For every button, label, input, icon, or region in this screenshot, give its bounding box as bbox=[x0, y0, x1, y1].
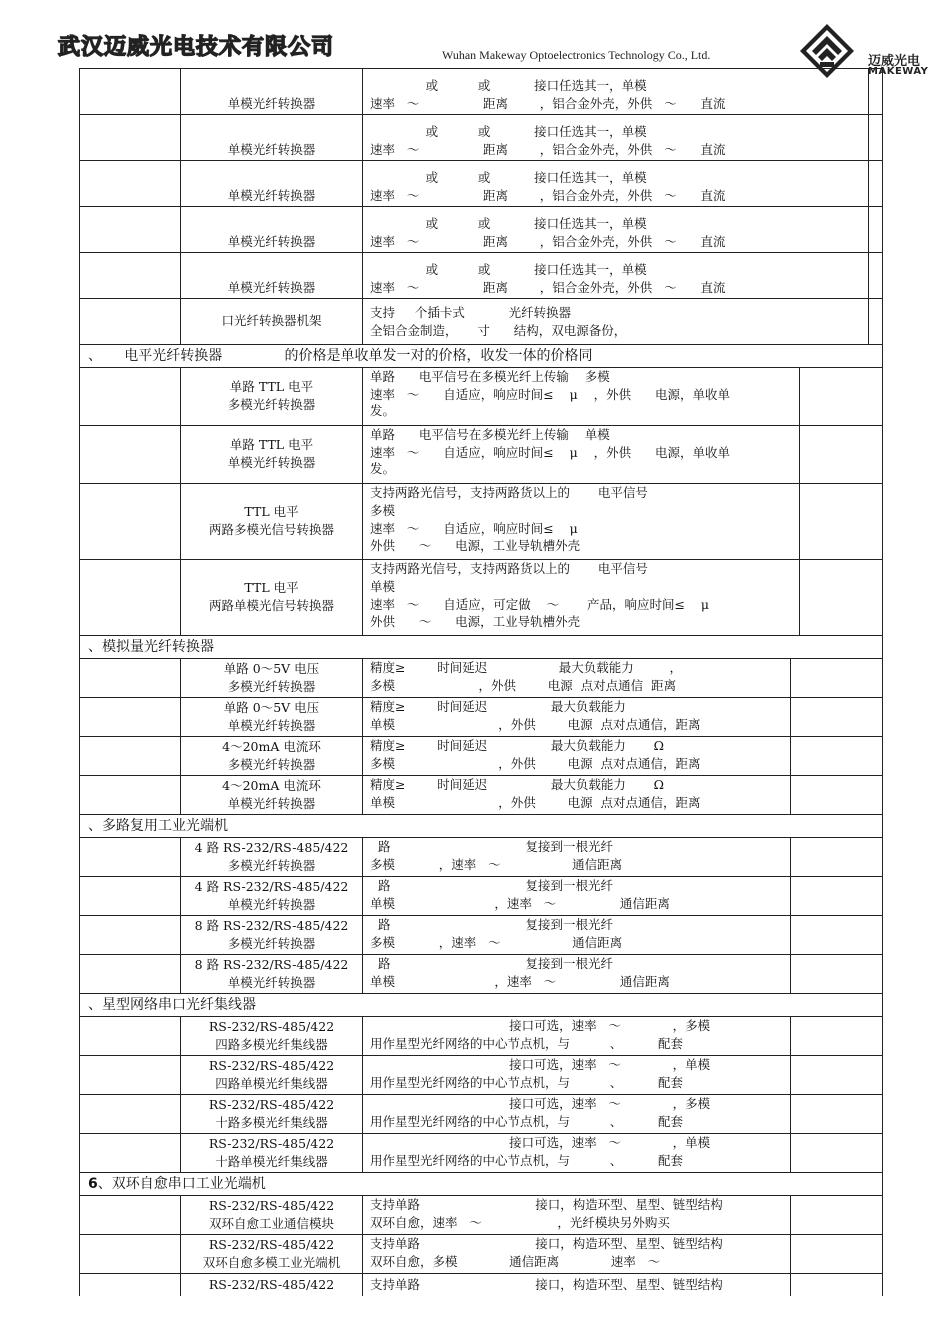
table-row bbox=[79, 1273, 883, 1296]
spec-line: 用作星型光纤网络的中心节点机，与 、 配套 bbox=[370, 1075, 683, 1090]
section-heading: 、星型网络串口光纤集线器 bbox=[79, 993, 883, 1016]
table-row bbox=[79, 559, 883, 635]
product-name: 8 路 RS-232/RS-485/422 单模光纤转换器 bbox=[181, 955, 363, 993]
spec-line: 单模 ，外供 电源 点对点通信，距离 bbox=[370, 795, 701, 810]
table-row bbox=[79, 252, 883, 298]
product-name: 单模光纤转换器 bbox=[181, 161, 363, 206]
price-table bbox=[79, 68, 883, 1296]
product-name: 单模光纤转换器 bbox=[181, 253, 363, 298]
spec-line: 速率 ～ 距离 ，铝合金外壳，外供 ～ 直流 bbox=[370, 142, 726, 157]
spec-line: 速率 ～ 距离 ，铝合金外壳，外供 ～ 直流 bbox=[370, 96, 726, 111]
table-row bbox=[79, 1195, 883, 1234]
product-name: 单模光纤转换器 bbox=[181, 69, 363, 114]
product-name: 单路 0～5V 电压 单模光纤转换器 bbox=[181, 698, 363, 736]
spec-line: 精度≥ 时间延迟 最大负载能力 ， bbox=[370, 660, 683, 675]
logo-text-cn: 迈威光电 bbox=[868, 54, 921, 69]
spec-line: 用作星型光纤网络的中心节点机，与 、 配套 bbox=[370, 1153, 683, 1168]
company-name-en: Wuhan Makeway Optoelectronics Technology Co., Ltd. bbox=[442, 48, 711, 62]
product-name: 4～20mA 电流环 多模光纤转换器 bbox=[181, 737, 363, 775]
table-row bbox=[79, 425, 883, 483]
spec-line: 支持 个插卡式 光纤转换器 bbox=[370, 305, 572, 320]
spec-line: 单路 电平信号在多模光纤上传输 多模 bbox=[370, 369, 610, 384]
product-name: 口光纤转换器机架 bbox=[181, 299, 363, 344]
table-row bbox=[79, 837, 883, 876]
spec-line: 多模 ，速率 ～ 通信距离 bbox=[370, 935, 623, 950]
spec-line: 外供 ～ 电源，工业导轨槽外壳 bbox=[370, 538, 581, 553]
product-name: RS-232/RS-485/422 四路单模光纤集线器 bbox=[181, 1056, 363, 1094]
spec-line: 精度≥ 时间延迟 最大负载能力 Ω bbox=[370, 777, 665, 792]
spec-line: 或 或 接口任选其一，单模 bbox=[370, 78, 647, 93]
spec-line: 速率 ～ 距离 ，铝合金外壳，外供 ～ 直流 bbox=[370, 188, 726, 203]
product-name: 4～20mA 电流环 单模光纤转换器 bbox=[181, 776, 363, 814]
spec-line: 接口可选，速率 ～ ，多模 bbox=[370, 1018, 711, 1033]
spec-line: 单路 电平信号在多模光纤上传输 单模 bbox=[370, 427, 610, 442]
spec-line: 双环自愈，多模 通信距离 速率 ～ bbox=[370, 1254, 661, 1269]
product-name: 单模光纤转换器 bbox=[181, 115, 363, 160]
spec-line: 路 复接到一根光纤 bbox=[370, 878, 614, 893]
spec-line: 支持单路 接口，构造环型、星型、链型结构 bbox=[370, 1236, 723, 1251]
product-name: 单路 TTL 电平 多模光纤转换器 bbox=[181, 368, 363, 425]
spec-line: 路 复接到一根光纤 bbox=[370, 956, 614, 971]
spec-line: 用作星型光纤网络的中心节点机，与 、 配套 bbox=[370, 1114, 683, 1129]
company-name-cn: 武汉迈威光电技术有限公司 bbox=[58, 35, 335, 60]
section-heading: 6、双环自愈串口工业光端机 bbox=[79, 1172, 883, 1195]
spec-line: 或 或 接口任选其一，单模 bbox=[370, 170, 647, 185]
table-row bbox=[79, 915, 883, 954]
spec-line: 或 或 接口任选其一，单模 bbox=[370, 216, 647, 231]
table-row bbox=[79, 876, 883, 915]
product-name: RS-232/RS-485/422 bbox=[181, 1274, 363, 1296]
product-name: 4 路 RS-232/RS-485/422 多模光纤转换器 bbox=[181, 838, 363, 876]
spec-line: 路 复接到一根光纤 bbox=[370, 839, 614, 854]
spec-line: 外供 ～ 电源，工业导轨槽外壳 bbox=[370, 614, 581, 629]
table-row bbox=[79, 1016, 883, 1055]
table-row bbox=[79, 160, 883, 206]
product-name: 单路 0～5V 电压 多模光纤转换器 bbox=[181, 659, 363, 697]
spec-line: 速率 ～ 自适应，可定做 ～ 产品，响应时间≤ μ bbox=[370, 597, 709, 612]
product-name: TTL 电平 两路多模光信号转换器 bbox=[181, 484, 363, 559]
spec-line: 双环自愈，速率 ～ ，光纤模块另外购买 bbox=[370, 1215, 670, 1230]
spec-line: 速率 ～ 自适应，响应时间≤ μ ，外供 电源，单收单 bbox=[370, 445, 730, 460]
spec-line: 单模 bbox=[370, 579, 396, 594]
product-name: RS-232/RS-485/422 双环自愈工业通信模块 bbox=[181, 1196, 363, 1234]
table-row bbox=[79, 1094, 883, 1133]
section-heading: 、多路复用工业光端机 bbox=[79, 814, 883, 837]
spec-line: 多模 ，速率 ～ 通信距离 bbox=[370, 857, 623, 872]
table-row bbox=[79, 1234, 883, 1273]
spec-line: 多模 bbox=[370, 503, 396, 518]
table-row bbox=[79, 1133, 883, 1172]
logo-text-en: MAKEWAY bbox=[868, 66, 929, 77]
spec-line: 或 或 接口任选其一，单模 bbox=[370, 124, 647, 139]
spec-line: 支持单路 接口，构造环型、星型、链型结构 bbox=[370, 1197, 723, 1212]
product-name: RS-232/RS-485/422 四路多模光纤集线器 bbox=[181, 1017, 363, 1055]
table-row bbox=[79, 298, 883, 344]
product-name: 8 路 RS-232/RS-485/422 多模光纤转换器 bbox=[181, 916, 363, 954]
table-row bbox=[79, 206, 883, 252]
spec-line: 多模 ，外供 电源 点对点通信 距离 bbox=[370, 678, 677, 693]
spec-line: 接口可选，速率 ～ ，单模 bbox=[370, 1057, 711, 1072]
spec-line: 支持单路 接口，构造环型、星型、链型结构 bbox=[370, 1277, 723, 1292]
spec-line: 或 或 接口任选其一，单模 bbox=[370, 262, 647, 277]
spec-line: 全铝合金制造， 寸 结构，双电源备份， bbox=[370, 323, 627, 338]
table-row bbox=[79, 114, 883, 160]
spec-line: 速率 ～ 距离 ，铝合金外壳，外供 ～ 直流 bbox=[370, 280, 726, 295]
product-name: 单路 TTL 电平 单模光纤转换器 bbox=[181, 426, 363, 483]
product-name: TTL 电平 两路单模光信号转换器 bbox=[181, 560, 363, 635]
spec-line: 发。 bbox=[370, 404, 396, 418]
product-name: RS-232/RS-485/422 双环自愈多模工业光端机 bbox=[181, 1235, 363, 1273]
product-name: RS-232/RS-485/422 十路多模光纤集线器 bbox=[181, 1095, 363, 1133]
table-row bbox=[79, 483, 883, 559]
spec-line: 速率 ～ 自适应，响应时间≤ μ bbox=[370, 521, 578, 536]
spec-line: 接口可选，速率 ～ ，单模 bbox=[370, 1135, 711, 1150]
table-row bbox=[79, 658, 883, 697]
table-row bbox=[79, 736, 883, 775]
section-heading: 、 电平光纤转换器 的价格是单收单发一对的价格，收发一体的价格同 bbox=[79, 344, 883, 367]
spec-line: 接口可选，速率 ～ ，多模 bbox=[370, 1096, 711, 1111]
section-heading: 、模拟量光纤转换器 bbox=[79, 635, 883, 658]
product-name: RS-232/RS-485/422 十路单模光纤集线器 bbox=[181, 1134, 363, 1172]
spec-line: 速率 ～ 自适应，响应时间≤ μ ，外供 电源，单收单 bbox=[370, 387, 730, 402]
spec-line: 用作星型光纤网络的中心节点机，与 、 配套 bbox=[370, 1036, 683, 1051]
spec-line: 发。 bbox=[370, 462, 396, 476]
spec-line: 路 复接到一根光纤 bbox=[370, 917, 614, 932]
spec-line: 支持两路光信号，支持两路货以上的 电平信号 bbox=[370, 485, 648, 500]
spec-line: 单模 ，外供 电源 点对点通信，距离 bbox=[370, 717, 701, 732]
spec-line: 精度≥ 时间延迟 最大负载能力 bbox=[370, 699, 626, 714]
table-row bbox=[79, 954, 883, 993]
spec-line: 支持两路光信号，支持两路货以上的 电平信号 bbox=[370, 561, 648, 576]
spec-line: 速率 ～ 距离 ，铝合金外壳，外供 ～ 直流 bbox=[370, 234, 726, 249]
table-row bbox=[79, 1055, 883, 1094]
spec-line: 单模 ，速率 ～ 通信距离 bbox=[370, 974, 670, 989]
table-row bbox=[79, 367, 883, 425]
spec-line: 单模 ，速率 ～ 通信距离 bbox=[370, 896, 670, 911]
product-name: 单模光纤转换器 bbox=[181, 207, 363, 252]
product-name: 4 路 RS-232/RS-485/422 单模光纤转换器 bbox=[181, 877, 363, 915]
table-row bbox=[79, 775, 883, 814]
table-row bbox=[79, 697, 883, 736]
spec-line: 精度≥ 时间延迟 最大负载能力 Ω bbox=[370, 738, 665, 753]
table-row bbox=[79, 68, 883, 114]
spec-line: 多模 ，外供 电源 点对点通信，距离 bbox=[370, 756, 701, 771]
